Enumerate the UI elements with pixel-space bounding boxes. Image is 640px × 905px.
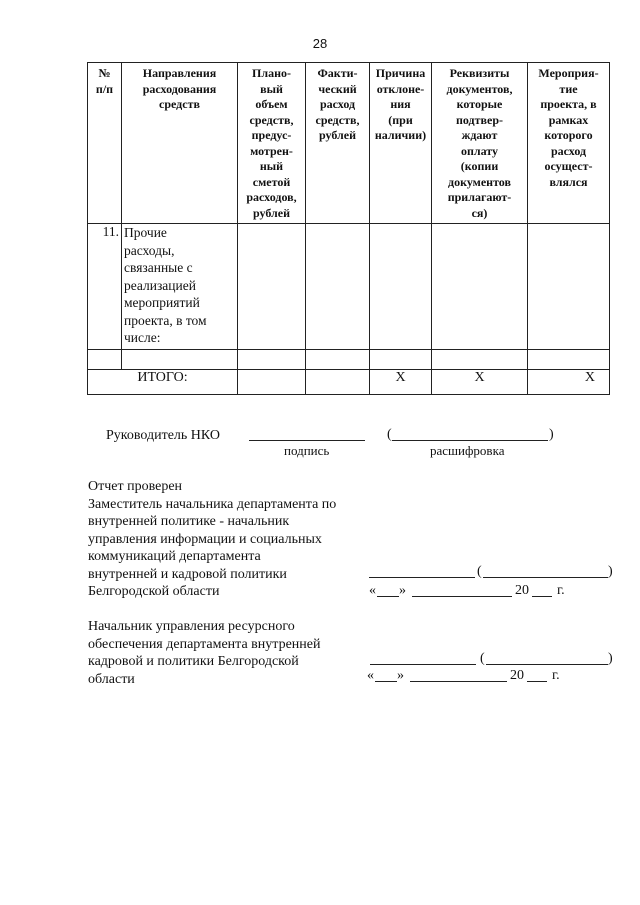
text-line: рублей — [318, 128, 357, 142]
table-row — [88, 224, 610, 350]
nko-head-label: Руководитель НКО — [106, 428, 221, 443]
text-line: п/п — [95, 81, 114, 96]
total-documents-x: X — [432, 370, 528, 395]
text-line: сметой — [252, 174, 291, 189]
text-line: ный — [259, 159, 284, 173]
text-line: мероприятий — [124, 295, 200, 310]
checked-block — [88, 478, 336, 601]
empty-cell — [528, 350, 610, 370]
expense-table — [87, 62, 610, 395]
text-line: области — [88, 671, 135, 687]
text-line: которого — [544, 128, 593, 142]
table-row-total — [88, 370, 610, 395]
header-direction — [122, 63, 238, 224]
page-number: 28 — [312, 36, 328, 51]
text-line: влялся — [549, 174, 588, 189]
text-line: тие — [559, 81, 578, 96]
text-line: прилагают- — [447, 190, 512, 204]
deputy-year-prefix: 20 — [515, 583, 529, 598]
text-line: объем — [255, 97, 288, 111]
text-line: ния — [390, 97, 411, 111]
total-label: ИТОГО: — [88, 370, 238, 395]
table-header-row — [88, 63, 610, 224]
text-line: подтвер- — [455, 112, 503, 127]
cell-reason — [370, 224, 432, 350]
text-line: документов — [448, 174, 511, 189]
caption-decode: расшифровка — [430, 443, 505, 458]
text-line: связанные с — [124, 260, 193, 275]
text-line: отклоне- — [376, 81, 425, 96]
header-planned — [238, 63, 306, 224]
row-description — [122, 224, 238, 350]
text-line: коммуникаций департамента — [88, 549, 261, 564]
text-line: Мероприя- — [538, 66, 599, 80]
deputy-date-quote-open: « — [369, 583, 376, 598]
text-line: Заместитель начальника департамента по — [88, 496, 337, 512]
total-planned — [238, 370, 306, 395]
text-line: Прочие — [124, 225, 167, 240]
text-line: осущест- — [544, 159, 593, 173]
text-line: которые — [456, 97, 503, 111]
text-line: предус- — [251, 128, 292, 142]
deputy-date-quote-close: » — [399, 583, 406, 598]
checked-title: Отчет проверен — [88, 479, 183, 494]
total-actual — [306, 370, 370, 395]
deputy-year-suffix: г. — [557, 583, 565, 598]
text-line: № — [98, 66, 111, 80]
header-deviation-reason — [370, 63, 432, 224]
checked-position — [88, 496, 336, 601]
text-line: средств, — [249, 112, 294, 127]
text-line: мотрен- — [250, 143, 293, 158]
deputy-decode-line[interactable] — [483, 577, 608, 578]
nko-paren-close: ) — [549, 427, 554, 442]
text-line: наличии) — [374, 128, 427, 142]
nko-signature-line[interactable] — [249, 440, 365, 441]
table-row-empty — [88, 350, 610, 370]
caption-signature: подпись — [284, 443, 330, 458]
header-documents — [432, 63, 528, 224]
resource-year-suffix: г. — [552, 668, 560, 683]
header-project-event — [528, 63, 610, 224]
text-line: Начальник управления ресурсного — [88, 619, 295, 634]
text-line: (копии — [460, 159, 499, 173]
text-line: средств — [159, 97, 200, 111]
text-line: расход — [550, 143, 587, 158]
cell-actual — [306, 224, 370, 350]
empty-cell — [122, 350, 238, 370]
header-actual — [306, 63, 370, 224]
resource-date-quote-close: » — [397, 668, 404, 683]
text-line: расход — [319, 97, 356, 111]
resource-head-position — [88, 618, 320, 688]
resource-year-prefix: 20 — [510, 668, 524, 683]
text-line: кадровой и политики Белгородской — [88, 654, 299, 669]
text-line: ся) — [471, 205, 488, 220]
resource-day-line[interactable] — [375, 681, 397, 682]
total-event-x: X — [528, 370, 610, 395]
text-line: управления информации и социальных — [88, 531, 322, 547]
resource-decode-line[interactable] — [486, 664, 608, 665]
text-line: (при — [388, 112, 413, 127]
text-line: обеспечения департамента внутренней — [88, 636, 321, 652]
row-number: 11. — [88, 224, 122, 350]
deputy-paren-close: ) — [608, 564, 613, 579]
text-line: оплату — [460, 143, 499, 158]
text-line: рублей — [252, 205, 291, 220]
text-line: рамках — [548, 112, 589, 127]
resource-month-line[interactable] — [410, 681, 507, 682]
total-reason-x: X — [370, 370, 432, 395]
resource-paren-close: ) — [608, 651, 613, 666]
text-line: внутренней политике - начальник — [88, 514, 290, 529]
nko-paren-open: ( — [387, 427, 392, 442]
text-line: документов, — [446, 81, 513, 96]
deputy-month-line[interactable] — [412, 596, 512, 597]
empty-cell — [370, 350, 432, 370]
cell-documents — [432, 224, 528, 350]
deputy-signature-line[interactable] — [369, 577, 475, 578]
text-line: внутренней и кадровой политики — [88, 566, 287, 582]
deputy-day-line[interactable] — [377, 596, 399, 597]
text-line: проекта, в — [540, 97, 597, 111]
cell-event — [528, 224, 610, 350]
empty-cell — [238, 350, 306, 370]
nko-decode-line[interactable] — [392, 440, 548, 441]
text-line: Причина — [375, 66, 426, 80]
empty-cell — [306, 350, 370, 370]
cell-planned — [238, 224, 306, 350]
text-line: вый — [260, 81, 283, 96]
text-line: средств, — [315, 112, 360, 127]
text-line: Плано- — [252, 66, 291, 80]
empty-cell — [432, 350, 528, 370]
text-line: ческий — [318, 81, 357, 96]
text-line: расходования — [142, 81, 217, 96]
text-line: Белгородской области — [88, 584, 220, 599]
text-line: ждают — [461, 128, 498, 142]
text-line: расходов, — [246, 190, 297, 204]
resource-year-line[interactable] — [527, 681, 547, 682]
text-line: расходы, — [124, 242, 175, 258]
deputy-year-line[interactable] — [532, 596, 552, 597]
text-line: проекта, в том — [124, 312, 207, 328]
deputy-paren-open: ( — [477, 564, 482, 579]
resource-signature-line[interactable] — [370, 664, 476, 665]
empty-cell — [88, 350, 122, 370]
text-line: Факти- — [317, 66, 358, 80]
resource-paren-open: ( — [480, 651, 485, 666]
text-line: реализацией — [124, 277, 196, 293]
text-line: числе: — [124, 330, 161, 345]
header-num — [88, 63, 122, 224]
resource-date-quote-open: « — [367, 668, 374, 683]
text-line: Направления — [142, 66, 217, 80]
text-line: Реквизиты — [449, 66, 510, 80]
